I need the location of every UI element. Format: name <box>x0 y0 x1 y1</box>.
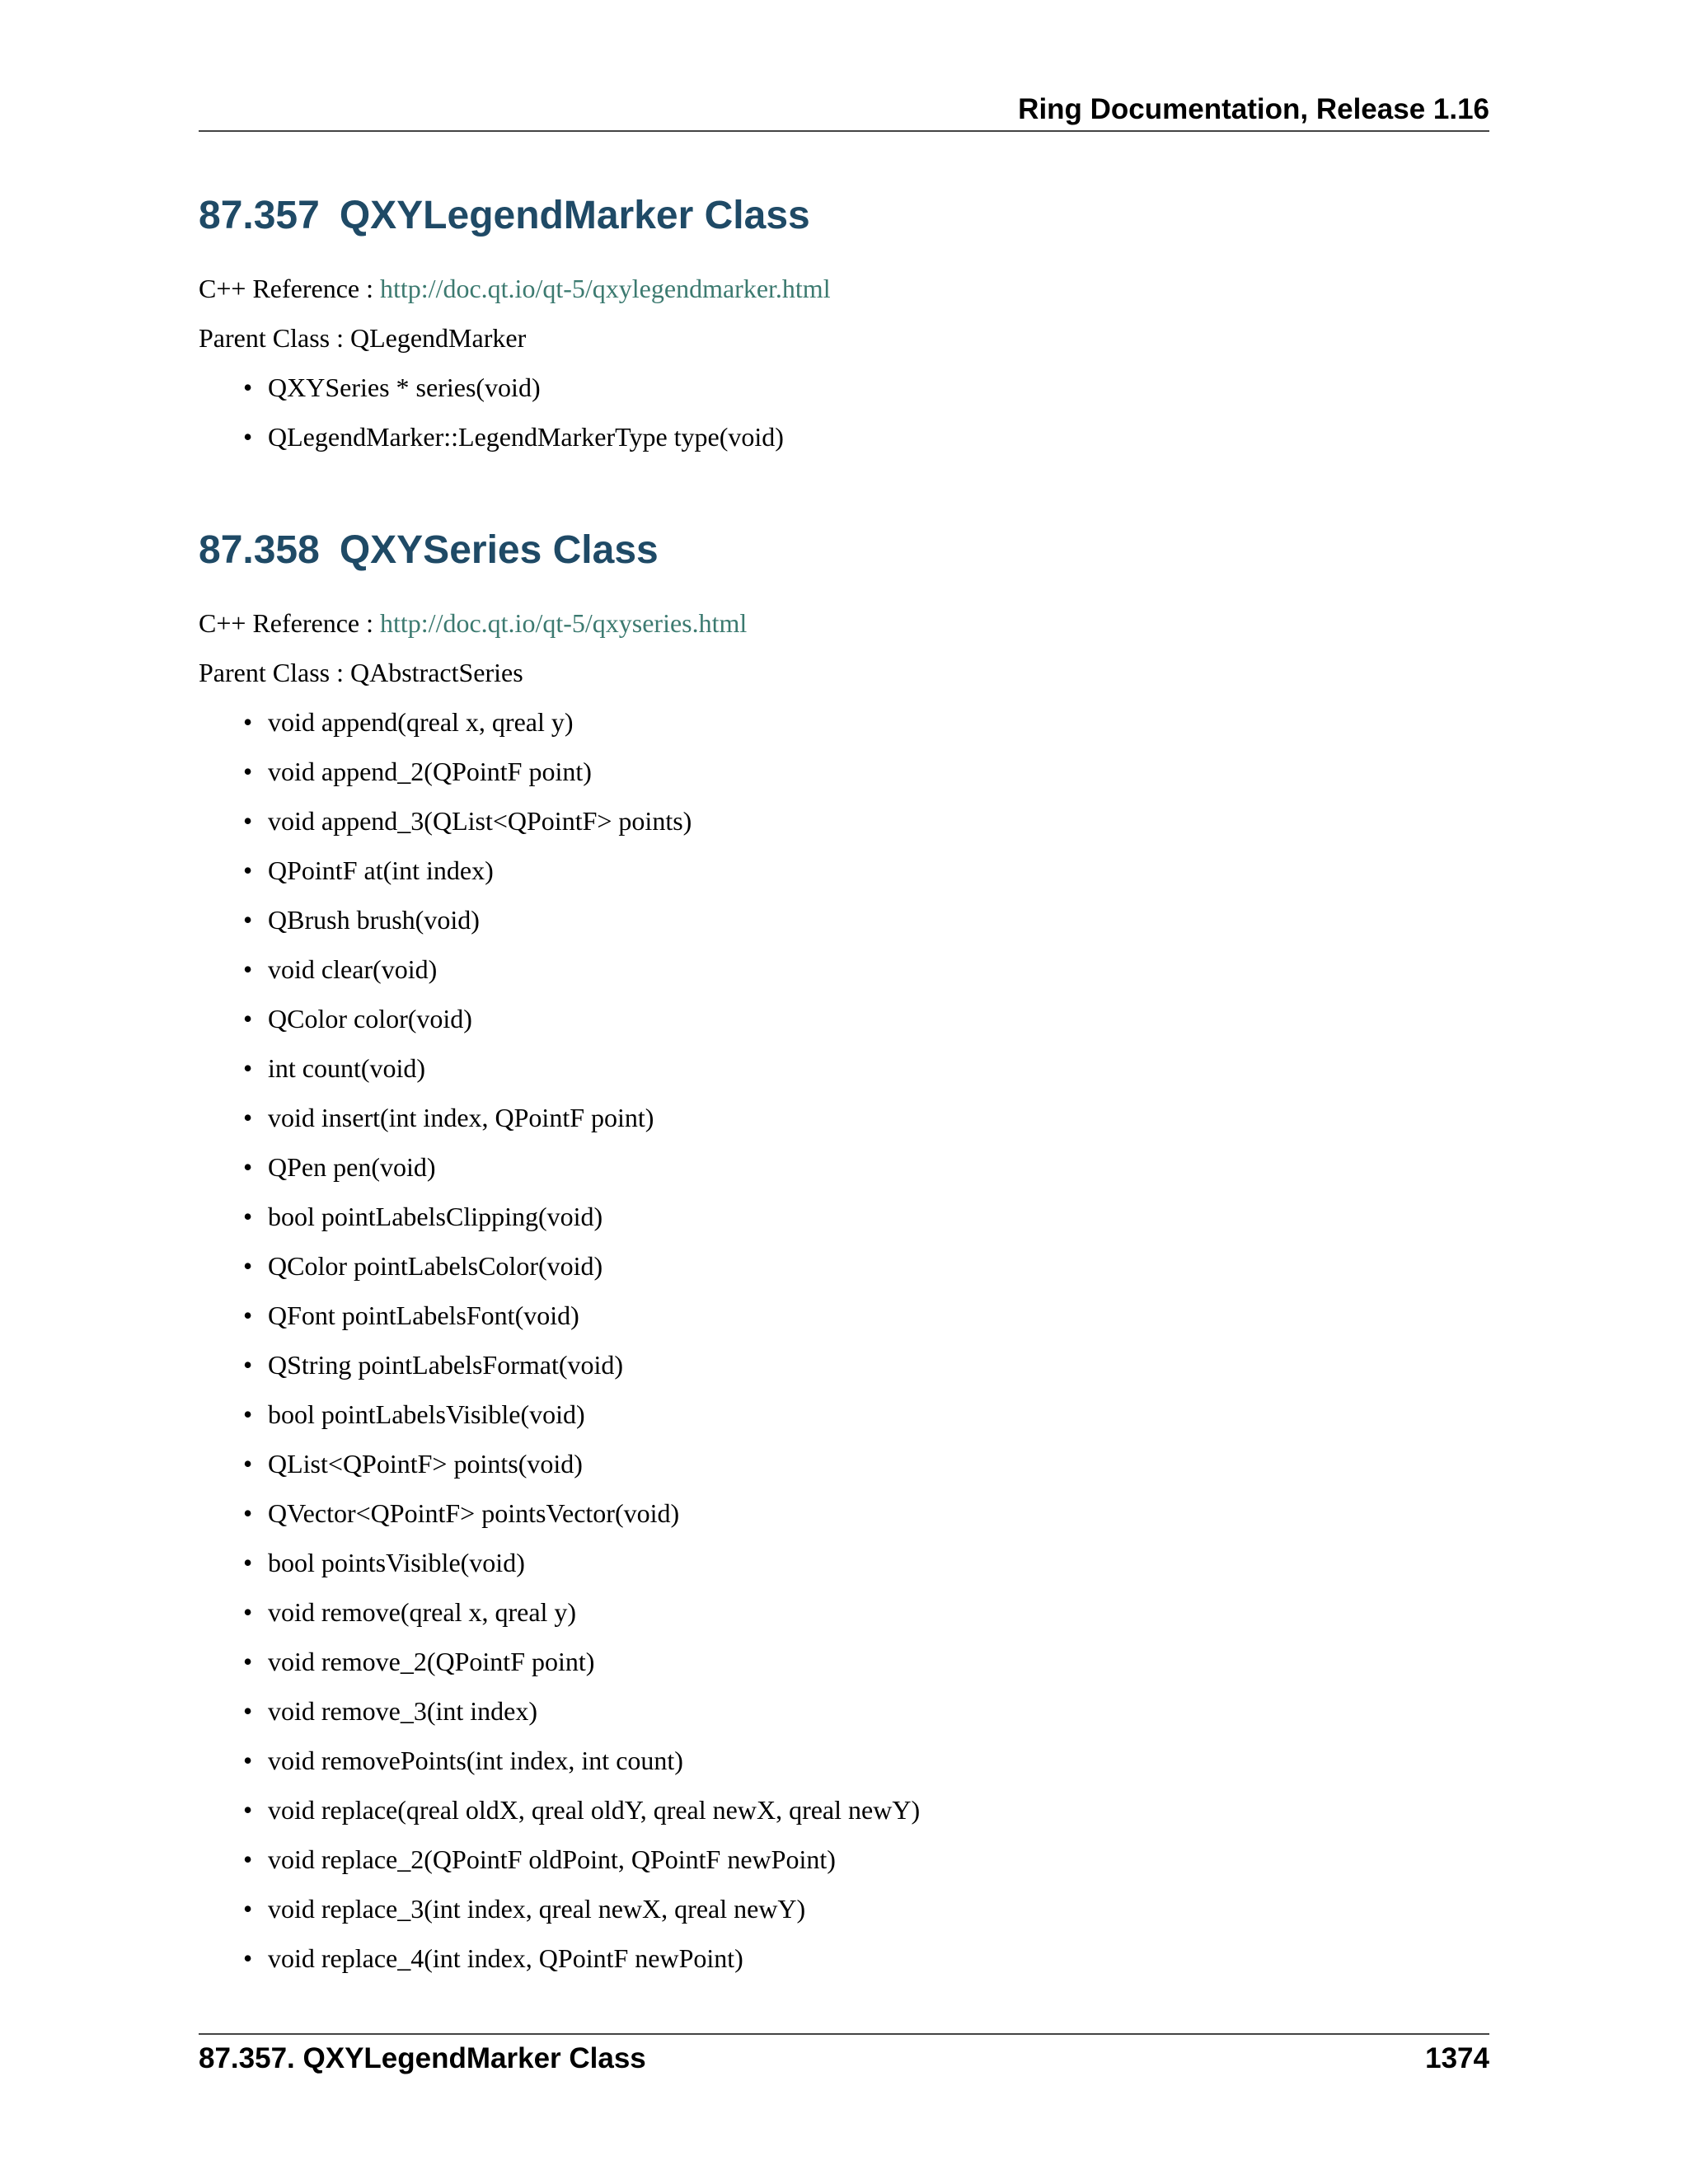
list-item <box>199 1200 1489 1249</box>
bullet-icon: • <box>243 1696 253 1726</box>
list-item <box>199 1596 1489 1645</box>
bullet-icon: • <box>243 422 253 452</box>
bullet-icon: • <box>243 1498 253 1528</box>
list-item <box>199 1645 1489 1694</box>
running-header-title: Ring Documentation, Release 1.16 <box>1018 93 1489 125</box>
bullet-icon: • <box>243 1449 253 1479</box>
method-signature: void replace(qreal oldX, qreal oldY, qreal newX, qreal newY) <box>268 1795 921 1825</box>
bullet-icon: • <box>243 1746 253 1775</box>
list-item <box>199 371 1489 420</box>
bullet-icon: • <box>243 1597 253 1627</box>
section-title: QXYLegendMarker Class <box>339 194 810 237</box>
method-signature: QFont pointLabelsFont(void) <box>268 1301 579 1330</box>
section-qxyseries <box>199 526 1489 1991</box>
list-item <box>199 1348 1489 1398</box>
method-signature: void replace_2(QPointF oldPoint, QPointF newPoint) <box>268 1844 836 1874</box>
list-item <box>199 1447 1489 1497</box>
bullet-icon: • <box>243 1251 253 1281</box>
list-item <box>199 1694 1489 1744</box>
method-signature: QColor pointLabelsColor(void) <box>268 1251 603 1281</box>
section-qxylegendmarker <box>199 191 1489 470</box>
cpp-reference-line <box>199 272 1489 305</box>
list-item <box>199 1299 1489 1348</box>
list-item <box>199 705 1489 755</box>
parent-label: Parent Class : <box>199 658 350 687</box>
bullet-icon: • <box>243 905 253 935</box>
method-signature: void removePoints(int index, int count) <box>268 1746 683 1775</box>
method-signature: QPointF at(int index) <box>268 855 494 885</box>
list-item <box>199 1546 1489 1596</box>
method-signature: void clear(void) <box>268 954 438 984</box>
page-footer <box>199 2033 1489 2084</box>
bullet-icon: • <box>243 1350 253 1380</box>
parent-label: Parent Class : <box>199 323 350 353</box>
bullet-icon: • <box>243 855 253 885</box>
method-signature: QString pointLabelsFormat(void) <box>268 1350 624 1380</box>
method-signature: QColor color(void) <box>268 1004 472 1033</box>
bullet-icon: • <box>243 1844 253 1874</box>
list-item <box>199 1843 1489 1892</box>
method-signature: void replace_3(int index, qreal newX, qreal newY) <box>268 1894 806 1924</box>
bullet-icon: • <box>243 806 253 836</box>
method-signature: QPen pen(void) <box>268 1152 436 1182</box>
bullet-icon: • <box>243 1399 253 1429</box>
method-signature: bool pointLabelsVisible(void) <box>268 1399 585 1429</box>
section-heading <box>199 191 1489 241</box>
list-item <box>199 1101 1489 1151</box>
list-item <box>199 1151 1489 1200</box>
bullet-icon: • <box>243 1004 253 1033</box>
bullet-icon: • <box>243 1053 253 1083</box>
bullet-icon: • <box>243 1548 253 1577</box>
cpp-reference-line <box>199 607 1489 640</box>
parent-class-line <box>199 656 1489 689</box>
bullet-icon: • <box>243 373 253 402</box>
list-item <box>199 1249 1489 1299</box>
reference-link[interactable]: http://doc.qt.io/qt-5/qxylegendmarker.html <box>380 274 831 303</box>
list-item <box>199 1892 1489 1942</box>
method-signature: void append(qreal x, qreal y) <box>268 707 574 737</box>
reference-label: C++ Reference : <box>199 274 380 303</box>
list-item <box>199 953 1489 1002</box>
bullet-icon: • <box>243 707 253 737</box>
method-signature: void remove_3(int index) <box>268 1696 538 1726</box>
bullet-icon: • <box>243 1943 253 1973</box>
list-item <box>199 1052 1489 1101</box>
list-item <box>199 1497 1489 1546</box>
page-header <box>199 89 1489 132</box>
method-signature: void append_3(QList<QPointF> points) <box>268 806 692 836</box>
section-number: 87.358 <box>199 528 320 572</box>
method-signature: void append_2(QPointF point) <box>268 757 592 786</box>
method-signature: void remove(qreal x, qreal y) <box>268 1597 577 1627</box>
method-signature: void insert(int index, QPointF point) <box>268 1103 654 1132</box>
method-signature: QVector<QPointF> pointsVector(void) <box>268 1498 680 1528</box>
parent-class: QAbstractSeries <box>349 658 523 687</box>
list-item <box>199 755 1489 804</box>
list-item <box>199 420 1489 470</box>
method-signature: QBrush brush(void) <box>268 905 480 935</box>
parent-class: QLegendMarker <box>349 323 527 353</box>
bullet-icon: • <box>243 1795 253 1825</box>
section-number: 87.357 <box>199 194 320 237</box>
bullet-icon: • <box>243 1301 253 1330</box>
list-item <box>199 1002 1489 1052</box>
method-signature: int count(void) <box>268 1053 426 1083</box>
bullet-icon: • <box>243 757 253 786</box>
method-list <box>199 705 1489 1991</box>
method-signature: QXYSeries * series(void) <box>268 373 541 402</box>
bullet-icon: • <box>243 1103 253 1132</box>
section-heading <box>199 526 1489 575</box>
bullet-icon: • <box>243 954 253 984</box>
bullet-icon: • <box>243 1647 253 1676</box>
method-signature: QList<QPointF> points(void) <box>268 1449 583 1479</box>
section-title: QXYSeries Class <box>339 528 659 572</box>
list-item <box>199 1942 1489 1991</box>
parent-class-line <box>199 321 1489 354</box>
list-item <box>199 1744 1489 1793</box>
method-signature: QLegendMarker::LegendMarkerType type(void) <box>268 422 784 452</box>
bullet-icon: • <box>243 1152 253 1182</box>
method-list <box>199 371 1489 470</box>
list-item <box>199 1398 1489 1447</box>
page-number: 1374 <box>1425 2042 1489 2074</box>
method-signature: void remove_2(QPointF point) <box>268 1647 595 1676</box>
method-signature: bool pointLabelsClipping(void) <box>268 1202 603 1231</box>
reference-label: C++ Reference : <box>199 608 380 638</box>
reference-link[interactable]: http://doc.qt.io/qt-5/qxyseries.html <box>380 608 748 638</box>
bullet-icon: • <box>243 1894 253 1924</box>
method-signature: bool pointsVisible(void) <box>268 1548 525 1577</box>
list-item <box>199 903 1489 953</box>
list-item <box>199 804 1489 854</box>
bullet-icon: • <box>243 1202 253 1231</box>
method-signature: void replace_4(int index, QPointF newPoint) <box>268 1943 743 1973</box>
list-item <box>199 1793 1489 1843</box>
list-item <box>199 854 1489 903</box>
footer-section-ref: 87.357. QXYLegendMarker Class <box>199 2042 646 2074</box>
